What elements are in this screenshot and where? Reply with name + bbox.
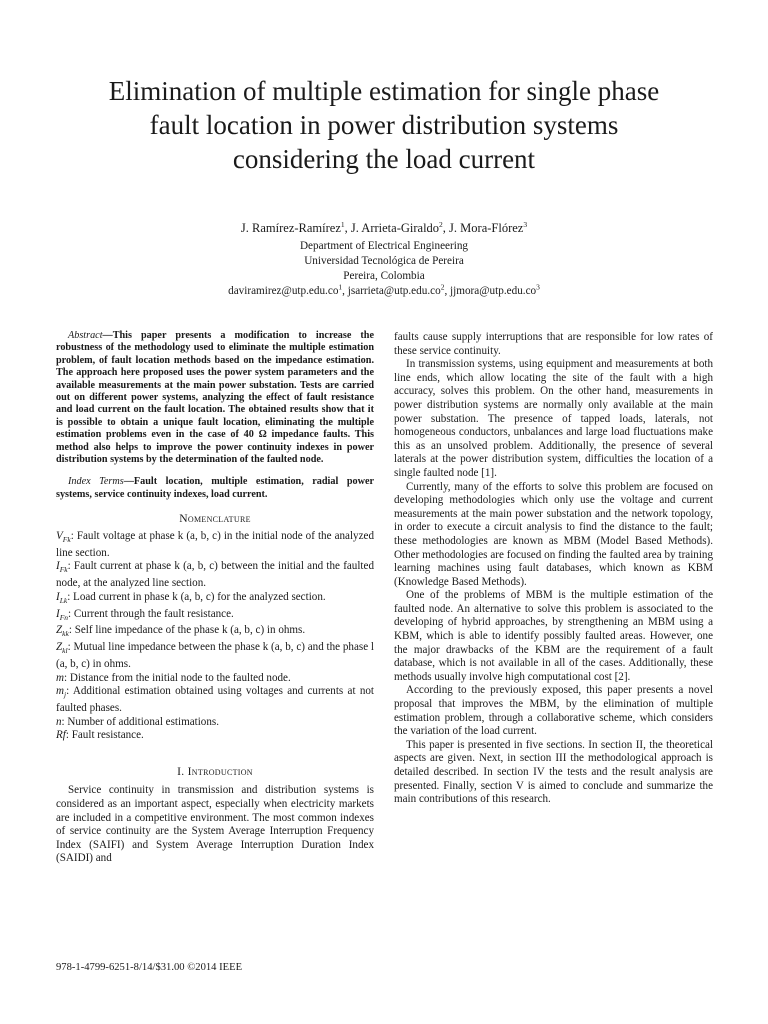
nomenclature-symbol: $Z_{kl}$ xyxy=(56,641,68,656)
nomenclature-item xyxy=(56,685,374,715)
department: Department of Electrical Engineering xyxy=(299,240,469,252)
email-1: daviramirez@utp.edu.co xyxy=(228,285,339,297)
abstract xyxy=(56,330,374,466)
paragraph-3: Currently, many of the efforts to solve this problem are focused on developing methodologies which only use the voltage and current measurements at the main power substation and the network topology, in order to execute a circuit analysis to find the distance to the fault; these methodologies are known as MBM (Model Based Methods). Other methodologies are focused on finding the faulted area by training learning machines using fault databases, which known as KBM (Knowledge Based Methods). xyxy=(394,480,713,588)
nomenclature-item xyxy=(56,624,374,641)
abstract-text: —This paper presents a modification to increase the robustness of the methodology used to eliminate the multiple estimation problem, of fault location methods based on the impedance estimation. The approach here proposed uses the power system parameters and the available measurements at the main power substation. Tests are carried out on different power systems, analyzing the effect of fault resistance and load current on the fault location. The obtained results show that it is possible to obtain a unique fault location, eliminating the multiple estimation problems even in the case of 40 Ω impedance faults. This method also helps to improve the power continuity indexes in power distribution systems by the determination of the faulted node. xyxy=(56,330,374,466)
city: Pereira, Colombia xyxy=(343,270,425,282)
author-block xyxy=(160,220,608,299)
copyright-footer: 978-1-4799-6251-8/14/$31.00 ©2014 IEEE xyxy=(56,962,243,973)
nomenclature-definition: : Current through the fault resistance. xyxy=(68,607,234,620)
introduction-heading: I. Introduction xyxy=(177,764,253,778)
nomenclature-symbol: $I_{Fn}$ xyxy=(56,607,69,622)
nomenclature-subscript: Fk xyxy=(59,565,68,575)
email-3-sup: 3 xyxy=(536,282,540,292)
nomenclature-item xyxy=(56,672,374,686)
nomenclature-heading: Nomenclature xyxy=(179,512,251,526)
nomenclature-subscript: Fn xyxy=(59,612,69,622)
nomenclature-definition: : Self line impedance of the phase k (a, b, c) in ohms. xyxy=(68,624,306,637)
nomenclature-symbol: $V_{Fk}$ xyxy=(56,529,71,545)
title-line-3: considering the load current xyxy=(232,144,536,174)
nomenclature-symbol: m xyxy=(56,671,65,684)
email-3: , jjmora@utp.edu.co xyxy=(444,285,537,297)
author-3: , J. Mora-Flórez xyxy=(442,221,524,235)
nomenclature-symbol: $m_j$ xyxy=(56,685,67,700)
nomenclature-item xyxy=(56,641,374,671)
email-list xyxy=(160,284,608,299)
left-column xyxy=(56,330,374,866)
title-line-1: Elimination of multiple estimation for single phase xyxy=(108,76,660,106)
paragraph-1: faults cause supply interruptions that are responsible for low rates of these service continuity. xyxy=(394,331,713,357)
paper-title xyxy=(40,74,728,176)
author-1-sup: 1 xyxy=(340,219,345,229)
intro-paragraph: Service continuity in transmission and distribution systems is considered as an important aspect, especially when electricity markets are included in a competitive environment. The most common indexes of service continuity are the System Average Interruption Frequency Index (SAIFI) and System Average Interruption Duration Index (SAIDI) and xyxy=(56,784,374,865)
paragraph-5: According to the previously exposed, this paper presents a novel proposal that improves the MBM, by the elimination of multiple estimation problem, through a collaborative scheme, which considers the variation of the load current. xyxy=(394,684,713,738)
nomenclature-item xyxy=(56,530,374,560)
author-1: J. Ramírez-Ramírez xyxy=(240,221,341,235)
nomenclature-definition: : Additional estimation obtained using voltages and currents at not faulted phases. xyxy=(56,685,374,714)
nomenclature-item xyxy=(56,729,374,743)
nomenclature-definition: : Fault resistance. xyxy=(65,729,144,742)
nomenclature-definition: : Load current in phase k (a, b, c) for the analyzed section. xyxy=(67,590,326,603)
paragraph-6: This paper is presented in five sections. In section II, the theoretical aspects are given. Next, in section III the methodological approach is detailed described. In section IV the tests and the result analysis are presented. Finally, section V is aimed to conclude and summarize the main contributions of this research. xyxy=(394,738,713,806)
university: Universidad Tecnológica de Pereira xyxy=(304,255,464,267)
nomenclature-symbol: n xyxy=(56,715,62,728)
author-2-sup: 2 xyxy=(439,219,443,229)
nomenclature-definition: : Mutual line impedance between the phase k (a, b, c) and the phase l (a, b, c) in ohms. xyxy=(56,641,374,670)
author-3-sup: 3 xyxy=(523,219,528,229)
nomenclature-item xyxy=(56,716,374,730)
nomenclature-symbol: $I_{Lk}$ xyxy=(56,590,68,605)
email-1-sup: 1 xyxy=(338,282,343,292)
author-list xyxy=(160,220,608,236)
nomenclature-item xyxy=(56,591,374,608)
nomenclature-subscript: Fk xyxy=(62,535,71,545)
email-2: , jsarrieta@utp.edu.co xyxy=(342,285,441,297)
email-2-sup: 2 xyxy=(440,282,445,292)
nomenclature-item xyxy=(56,560,374,590)
nomenclature-subscript: kl xyxy=(62,646,68,656)
nomenclature-symbol: Rf xyxy=(56,729,66,742)
paragraph-4: One of the problems of MBM is the multiple estimation of the faulted node. An alternative to solve this problem is associated to the developing of hybrid approaches, by strengthening an MBM using a KBM, which is able to identify possibly faulted areas. However, one the major drawbacks of the KBM are the requirement of a fault database, which is not available in all of the cases. Additionally, these methods usually involve high computational cost [2]. xyxy=(394,589,713,683)
nomenclature-definition: : Fault voltage at phase k (a, b, c) in the initial node of the analyzed line section. xyxy=(56,529,374,559)
paragraph-2: In transmission systems, using equipment and measurements at both line ends, which allow locating the site of the fault with a high accuracy, solves this problem. On the other hand, measurements in power distribution systems are normally only available at the main power substation. The presence of tapped loads, laterals, not homogeneous conductors, unbalances and large load fluctuations make this as an unsolved problem. Additionally, the presence of several laterals at the power distribution system, difficulties the location of a single faulted node [1]. xyxy=(394,358,713,479)
nomenclature-subscript: j xyxy=(64,690,67,700)
index-terms xyxy=(56,476,374,501)
abstract-label: Abstract xyxy=(68,330,103,341)
nomenclature-subscript: kk xyxy=(62,629,69,639)
title-line-2: fault location in power distribution systems xyxy=(149,110,619,140)
author-2: , J. Arrieta-Giraldo xyxy=(344,221,440,235)
nomenclature-list xyxy=(56,530,374,743)
index-terms-text: —Fault location, multiple estimation, radial power systems, service continuity indexes, load current. xyxy=(56,476,374,500)
nomenclature-item xyxy=(56,608,374,625)
nomenclature-definition: : Number of additional estimations. xyxy=(61,715,219,728)
nomenclature-definition: : Distance from the initial node to the faulted node. xyxy=(64,671,291,684)
nomenclature-subscript: Lk xyxy=(59,595,68,605)
nomenclature-symbol: $Z_{kk}$ xyxy=(56,624,69,639)
index-terms-label: Index Terms xyxy=(68,476,124,488)
right-column xyxy=(394,331,713,807)
nomenclature-definition: : Fault current at phase k (a, b, c) between the initial and the faulted node, at the analyzed line section. xyxy=(56,560,374,590)
nomenclature-symbol: $I_{Fk}$ xyxy=(56,560,68,575)
